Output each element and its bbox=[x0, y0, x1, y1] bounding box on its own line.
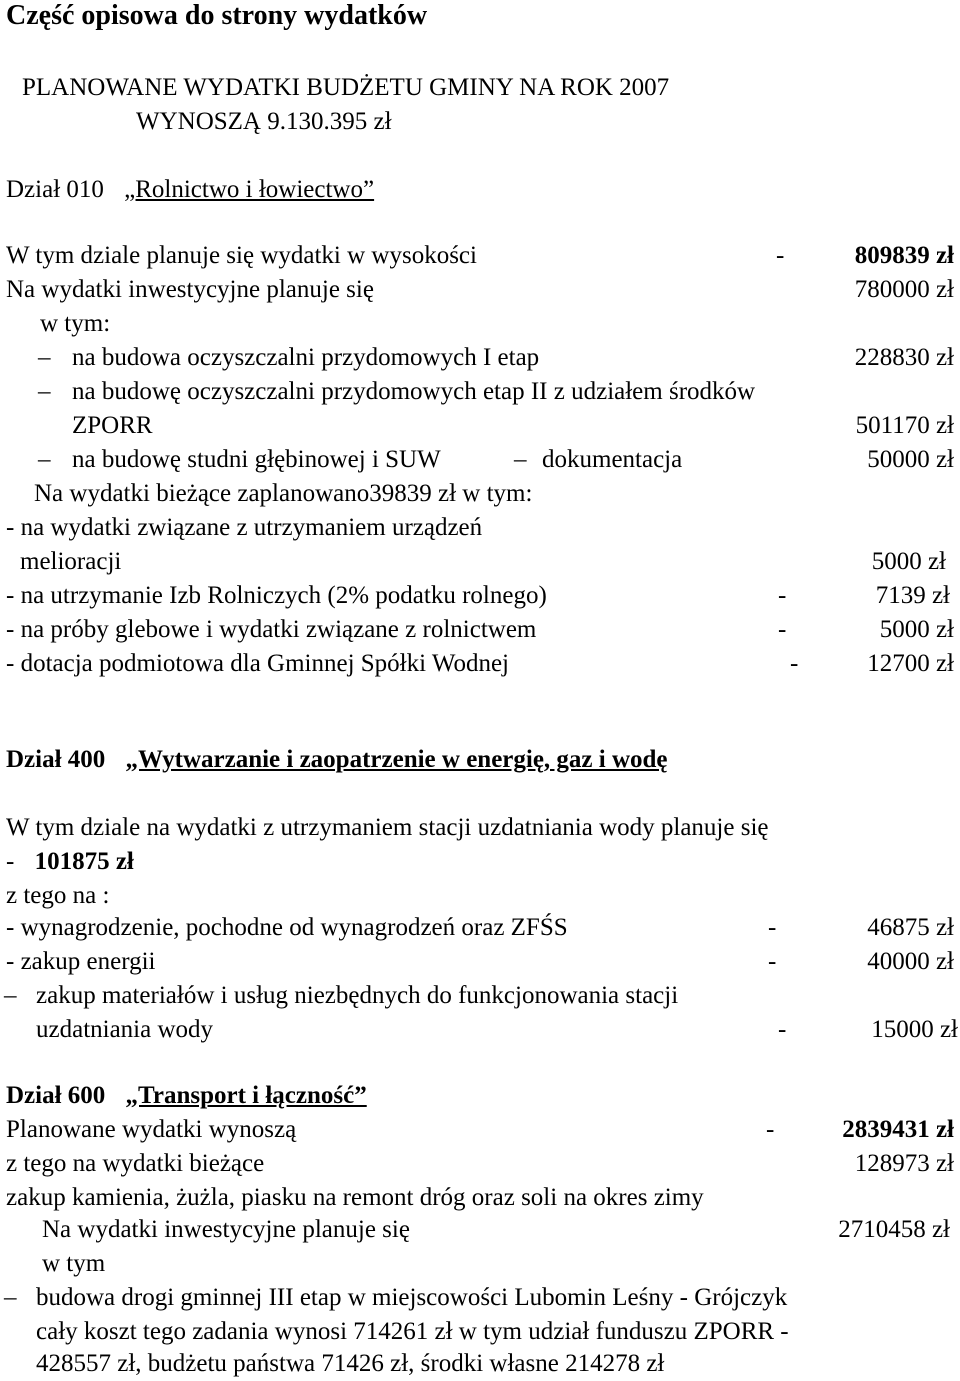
d010-item1-dash: – bbox=[38, 344, 51, 371]
d010-item3-mid: dokumentacja bbox=[542, 446, 683, 473]
d010-b1: - na wydatki związane z utrzymaniem urządzeń bbox=[6, 514, 483, 541]
d400-i3-cont: uzdatniania wody bbox=[36, 1016, 214, 1043]
d400-line2-amount: 101875 zł bbox=[34, 848, 134, 875]
d600-line3: zakup kamienia, żużla, piasku na remont dróg oraz soli na okres zimy bbox=[6, 1184, 704, 1211]
section-600-title: „Transport i łączność” bbox=[125, 1082, 367, 1109]
d600-line1-dash: - bbox=[766, 1116, 775, 1143]
section-010-prefix: Dział 010 bbox=[6, 176, 104, 203]
section-400-title: „Wytwarzanie i zaopatrzenie w energię, gaz i wodę bbox=[125, 746, 668, 773]
plan-line-1: PLANOWANE WYDATKI BUDŻETU GMINY NA ROK 2007 bbox=[22, 74, 670, 101]
d400-i2: - zakup energii bbox=[6, 948, 156, 975]
d400-i1-dash: - bbox=[768, 914, 777, 941]
d400-i1-amount: 46875 zł bbox=[867, 914, 954, 941]
d400-ztego: z tego na : bbox=[6, 882, 110, 909]
d010-wtym: w tym: bbox=[40, 310, 111, 337]
d600-i1-cont2: 428557 zł, budżetu państwa 71426 zł, środki własne 214278 zł bbox=[36, 1350, 665, 1377]
d010-line2-amount: 780000 zł bbox=[854, 276, 954, 303]
d010-b1-amount: 5000 zł bbox=[871, 548, 946, 575]
d010-item3: na budowę studni głębinowej i SUW bbox=[72, 446, 441, 473]
section-400-heading bbox=[6, 744, 668, 776]
d400-i2-amount: 40000 zł bbox=[867, 948, 954, 975]
d010-item3-mid-dash: – bbox=[514, 446, 527, 473]
d010-b2-dash: - bbox=[778, 582, 787, 609]
d010-b3-amount: 5000 zł bbox=[879, 616, 954, 643]
section-600-prefix: Dział 600 bbox=[6, 1082, 106, 1109]
d400-i1: - wynagrodzenie, pochodne od wynagrodzeń oraz ZFŚS bbox=[6, 914, 568, 941]
d010-b2: - na utrzymanie Izb Rolniczych (2% podatku rolnego) bbox=[6, 582, 547, 609]
d010-item3-amount: 50000 zł bbox=[867, 446, 954, 473]
d010-b3: - na próby glebowe i wydatki związane z rolnictwem bbox=[6, 616, 537, 643]
d400-line1: W tym dziale na wydatki z utrzymaniem stacji uzdatniania wody planuje się bbox=[6, 814, 769, 841]
section-600-heading bbox=[6, 1080, 367, 1112]
d010-item1: na budowa oczyszczalni przydomowych I etap bbox=[72, 344, 540, 371]
d600-line1: Planowane wydatki wynoszą bbox=[6, 1116, 297, 1143]
d010-b3-dash: - bbox=[778, 616, 787, 643]
d010-item2-cont: ZPORR bbox=[72, 412, 153, 439]
d010-line1: W tym dziale planuje się wydatki w wysokości bbox=[6, 242, 477, 269]
d400-i2-dash: - bbox=[768, 948, 777, 975]
section-010-title: „Rolnictwo i łowiectwo” bbox=[124, 176, 375, 203]
d010-item2-dash: – bbox=[38, 378, 51, 405]
d010-b4: - dotacja podmiotowa dla Gminnej Spółki Wodnej bbox=[6, 650, 510, 677]
d010-biezace: Na wydatki bieżące zaplanowano39839 zł w tym: bbox=[34, 480, 533, 507]
d600-i1: budowa drogi gminnej III etap w miejscowości Lubomin Leśny - Grójczyk bbox=[36, 1284, 788, 1311]
plan-line-2: WYNOSZĄ 9.130.395 zł bbox=[136, 108, 392, 135]
d600-wtym: w tym bbox=[42, 1250, 106, 1277]
section-400-prefix: Dział 400 bbox=[6, 746, 106, 773]
d400-line2-dash: - bbox=[6, 848, 15, 875]
d400-line2 bbox=[6, 846, 134, 878]
d400-i3-amount: 15000 zł bbox=[871, 1016, 958, 1043]
d400-i3-dash: - bbox=[778, 1016, 787, 1043]
d010-line2: Na wydatki inwestycyjne planuje się bbox=[6, 276, 374, 303]
d600-line4: Na wydatki inwestycyjne planuje się bbox=[42, 1216, 410, 1243]
d010-b4-amount: 12700 zł bbox=[867, 650, 954, 677]
page-heading: Część opisowa do strony wydatków bbox=[6, 0, 428, 31]
d600-line2-amount: 128973 zł bbox=[854, 1150, 954, 1177]
d600-line1-amount: 2839431 zł bbox=[842, 1116, 954, 1143]
d600-line4-amount: 2710458 zł bbox=[838, 1216, 950, 1243]
d600-i1-dash: – bbox=[4, 1284, 17, 1311]
d010-b4-dash: - bbox=[790, 650, 799, 677]
d010-item3-dash: – bbox=[38, 446, 51, 473]
d010-b2-amount: 7139 zł bbox=[875, 582, 950, 609]
d010-line1-dash: - bbox=[776, 242, 785, 269]
d400-i3-dash-lead: – bbox=[4, 982, 17, 1009]
d010-item1-amount: 228830 zł bbox=[854, 344, 954, 371]
d010-item2: na budowę oczyszczalni przydomowych etap II z udziałem środków bbox=[72, 378, 756, 405]
d600-i1-cont1: cały koszt tego zadania wynosi 714261 zł w tym udział funduszu ZPORR - bbox=[36, 1318, 789, 1345]
section-010-heading bbox=[6, 174, 374, 206]
d010-item2-amount: 501170 zł bbox=[855, 412, 954, 439]
d600-line2: z tego na wydatki bieżące bbox=[6, 1150, 265, 1177]
d010-b1-cont: melioracji bbox=[20, 548, 122, 575]
d010-line1-amount: 809839 zł bbox=[854, 242, 954, 269]
d400-i3: zakup materiałów i usług niezbędnych do funkcjonowania stacji bbox=[36, 982, 679, 1009]
